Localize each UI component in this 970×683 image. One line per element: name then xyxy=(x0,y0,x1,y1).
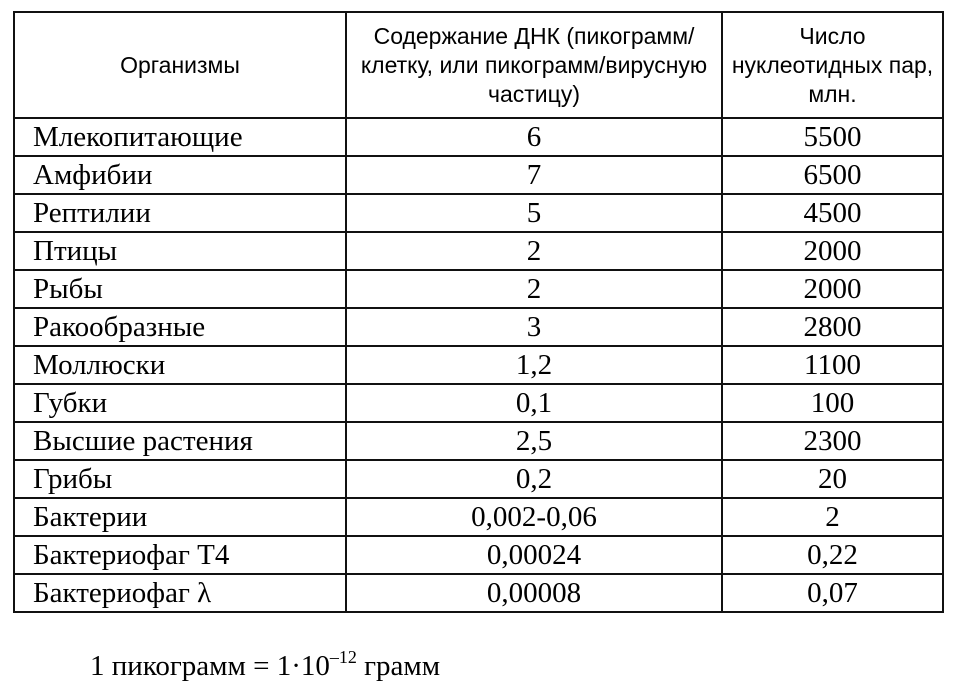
cell-nucleotide-pairs: 2800 xyxy=(722,308,943,346)
footnote-prefix: 1 пикограмм = 1·10 xyxy=(90,650,330,682)
cell-nucleotide-pairs: 0,07 xyxy=(722,574,943,612)
cell-nucleotide-pairs: 1100 xyxy=(722,346,943,384)
cell-nucleotide-pairs: 6500 xyxy=(722,156,943,194)
table-row xyxy=(14,270,943,308)
cell-nucleotide-pairs: 4500 xyxy=(722,194,943,232)
table-row xyxy=(14,194,943,232)
cell-dna-content: 2 xyxy=(346,232,722,270)
table-row xyxy=(14,156,943,194)
cell-organism: Млекопитающие xyxy=(14,118,346,156)
table-row xyxy=(14,498,943,536)
footnote-exponent: –12 xyxy=(329,647,357,667)
cell-dna-content: 2,5 xyxy=(346,422,722,460)
table-row xyxy=(14,422,943,460)
table-body xyxy=(14,118,943,612)
cell-organism: Губки xyxy=(14,384,346,422)
table-row xyxy=(14,384,943,422)
cell-dna-content: 6 xyxy=(346,118,722,156)
table-row xyxy=(14,460,943,498)
cell-nucleotide-pairs: 2300 xyxy=(722,422,943,460)
table-row xyxy=(14,346,943,384)
table-row xyxy=(14,574,943,612)
cell-organism: Рептилии xyxy=(14,194,346,232)
cell-organism: Птицы xyxy=(14,232,346,270)
cell-nucleotide-pairs: 5500 xyxy=(722,118,943,156)
table-row xyxy=(14,308,943,346)
footnote xyxy=(90,640,440,683)
header-organisms: Организмы xyxy=(14,12,346,118)
cell-dna-content: 0,00024 xyxy=(346,536,722,574)
header-row xyxy=(14,12,943,118)
cell-organism: Бактерии xyxy=(14,498,346,536)
cell-nucleotide-pairs: 2000 xyxy=(722,270,943,308)
cell-dna-content: 2 xyxy=(346,270,722,308)
cell-organism: Грибы xyxy=(14,460,346,498)
cell-organism: Ракообразные xyxy=(14,308,346,346)
footnote-suffix: грамм xyxy=(356,650,441,682)
table-row xyxy=(14,118,943,156)
cell-organism: Моллюски xyxy=(14,346,346,384)
cell-dna-content: 0,002-0,06 xyxy=(346,498,722,536)
cell-dna-content: 3 xyxy=(346,308,722,346)
cell-nucleotide-pairs: 2 xyxy=(722,498,943,536)
cell-dna-content: 0,2 xyxy=(346,460,722,498)
cell-organism: Амфибии xyxy=(14,156,346,194)
header-nucleotide-pairs: Число нуклеотидных пар, млн. xyxy=(722,12,943,118)
cell-organism: Высшие растения xyxy=(14,422,346,460)
cell-dna-content: 5 xyxy=(346,194,722,232)
cell-organism: Бактериофаг λ xyxy=(14,574,346,612)
cell-dna-content: 1,2 xyxy=(346,346,722,384)
cell-dna-content: 0,1 xyxy=(346,384,722,422)
dna-content-table xyxy=(13,11,944,613)
table-row xyxy=(14,232,943,270)
cell-dna-content: 7 xyxy=(346,156,722,194)
cell-nucleotide-pairs: 20 xyxy=(722,460,943,498)
cell-nucleotide-pairs: 2000 xyxy=(722,232,943,270)
cell-nucleotide-pairs: 100 xyxy=(722,384,943,422)
table-header xyxy=(14,12,943,118)
table-row xyxy=(14,536,943,574)
cell-nucleotide-pairs: 0,22 xyxy=(722,536,943,574)
cell-dna-content: 0,00008 xyxy=(346,574,722,612)
cell-organism: Рыбы xyxy=(14,270,346,308)
header-dna-content: Содержание ДНК (пикограмм/клетку, или пикограмм/вирусную частицу) xyxy=(346,12,722,118)
cell-organism: Бактериофаг Т4 xyxy=(14,536,346,574)
